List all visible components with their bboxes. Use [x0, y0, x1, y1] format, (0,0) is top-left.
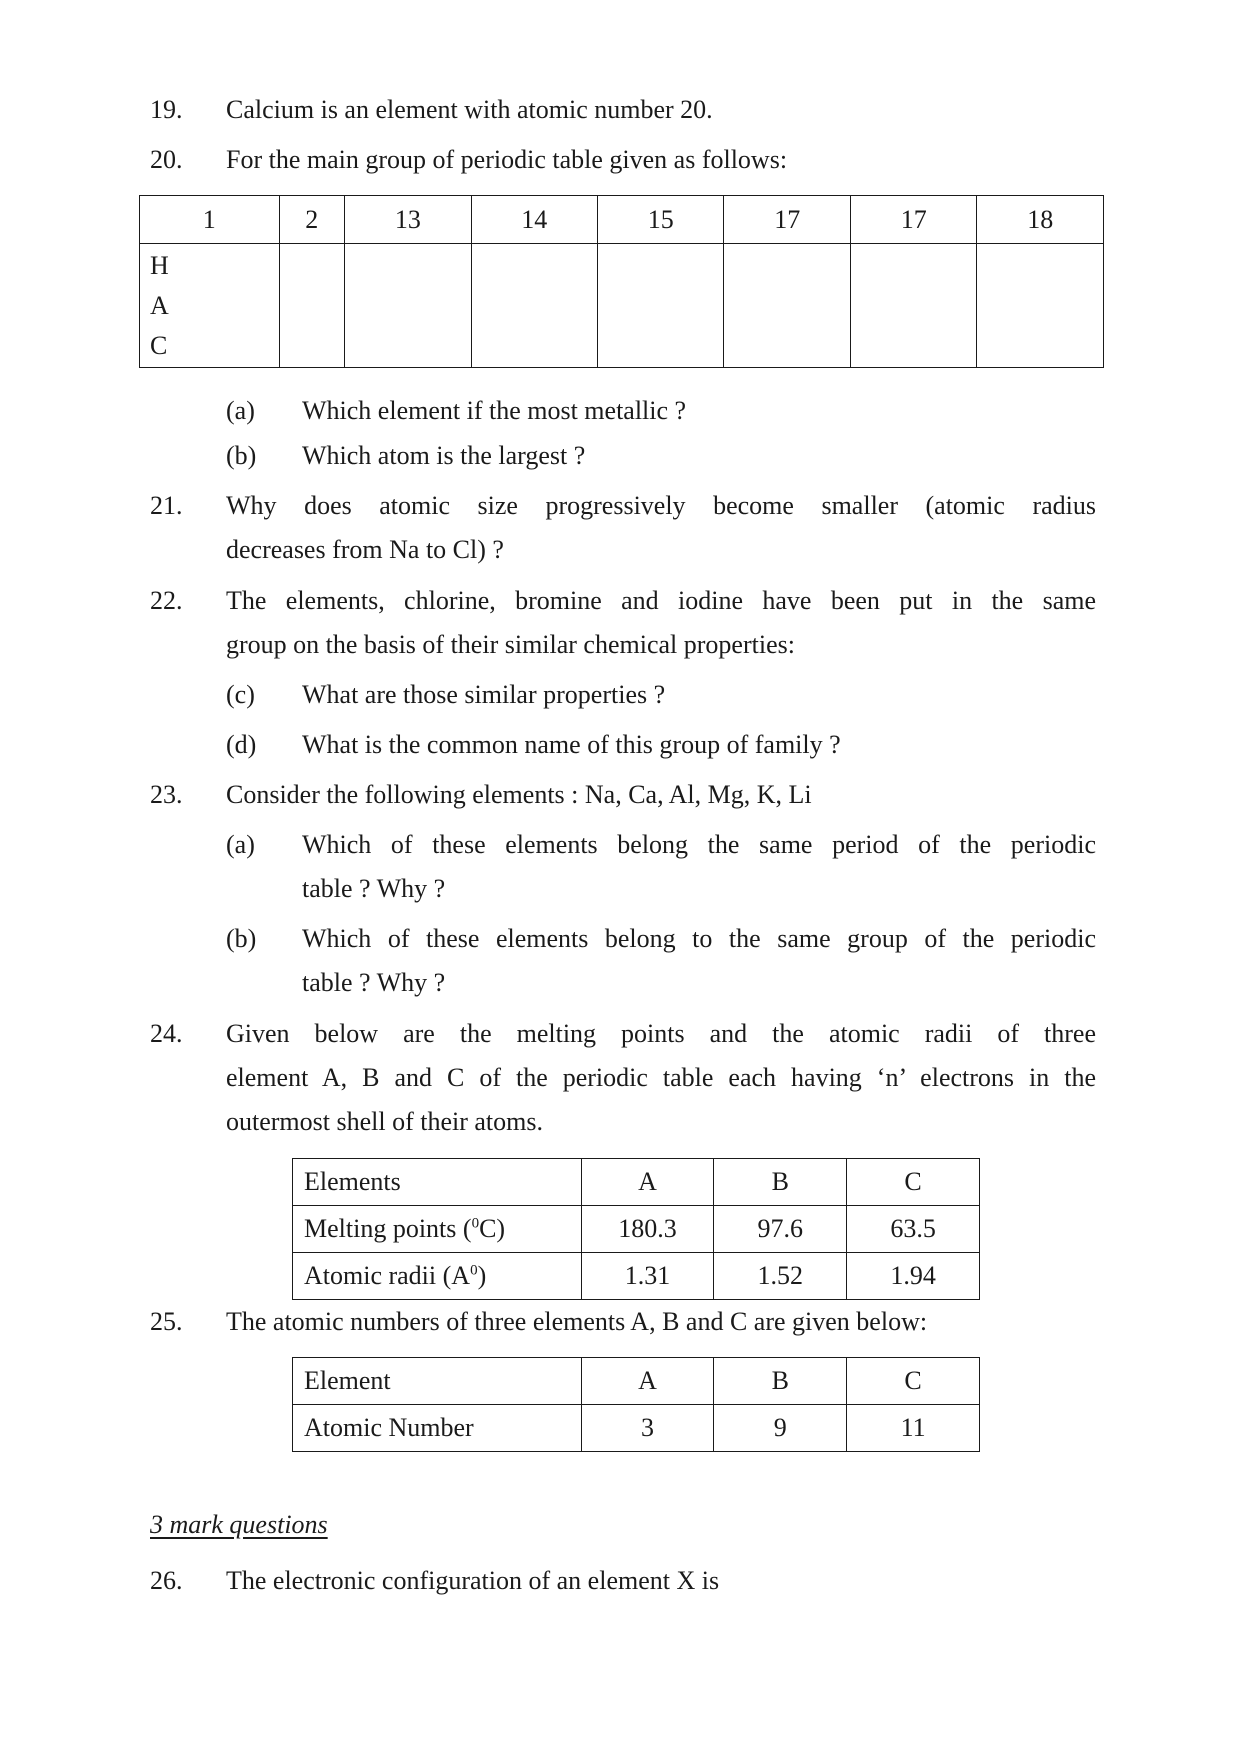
row-label: Melting points ($^0$C) [293, 1206, 582, 1253]
empty-cell [279, 244, 345, 368]
question-20b-text: Which atom is the largest ? [302, 441, 586, 470]
question-24-line-1: Given below are the melting points and the atomic radii of three [226, 1019, 1096, 1048]
table-cell: A [581, 1159, 714, 1206]
row-label: Elements [293, 1159, 582, 1206]
question-19-text: Calcium is an element with atomic number 20. [226, 95, 713, 124]
row-label: Atomic radii $(A^0)$ [293, 1253, 582, 1300]
table-cell: A [581, 1358, 714, 1405]
empty-cell [345, 244, 471, 368]
question-25-text: The atomic numbers of three elements A, B and C are given below: [226, 1307, 928, 1336]
table-cell: 11 [847, 1405, 980, 1452]
melting-points-table [292, 1158, 980, 1300]
question-21-line-1: Why does atomic size progressively become smaller (atomic radius [226, 491, 1096, 520]
table-cell: 1.52 [714, 1253, 847, 1300]
table-cell: B [714, 1159, 847, 1206]
question-23-number: 23. [150, 780, 183, 809]
question-23-text: Consider the following elements : Na, Ca, Al, Mg, K, Li [226, 780, 812, 809]
question-20a-text: Which element if the most metallic ? [302, 396, 687, 425]
question-23b-line-1: Which of these elements belong to the same group of the periodic [302, 924, 1096, 953]
element-symbol: A [150, 290, 169, 320]
question-22-line-1: The elements, chlorine, bromine and iodine have been put in the same [226, 586, 1096, 615]
question-20-text: For the main group of periodic table given as follows: [226, 145, 788, 174]
group-header: 17 [724, 196, 850, 244]
question-23b-line-2: table ? Why ? [302, 968, 446, 997]
question-20a-label: (a) [226, 396, 255, 425]
group-header: 2 [279, 196, 345, 244]
table-row [293, 1358, 980, 1405]
question-19-number: 19. [150, 95, 183, 124]
empty-cell [471, 244, 597, 368]
element-symbol: C [150, 330, 168, 360]
table-cell: 1.31 [581, 1253, 714, 1300]
row-label: Atomic Number [293, 1405, 582, 1452]
table-row [293, 1253, 980, 1300]
question-24-number: 24. [150, 1019, 183, 1048]
question-21-line-2: decreases from Na to Cl) ? [226, 535, 504, 564]
question-21-number: 21. [150, 491, 183, 520]
table-row [293, 1405, 980, 1452]
question-23a-label: (a) [226, 830, 255, 859]
table-cell: C [847, 1358, 980, 1405]
question-22d-label: (d) [226, 730, 257, 759]
group-header: 1 [140, 196, 280, 244]
table-cell: 97.6 [714, 1206, 847, 1253]
question-20b-label: (b) [226, 441, 257, 470]
question-22-number: 22. [150, 586, 183, 615]
question-23b-label: (b) [226, 924, 257, 953]
question-24-line-3: outermost shell of their atoms. [226, 1107, 544, 1136]
table-row [293, 1159, 980, 1206]
periodic-table-header-row [140, 196, 1104, 244]
periodic-table-body-row [140, 244, 1104, 368]
table-cell: 180.3 [581, 1206, 714, 1253]
periodic-group-table [139, 195, 1104, 368]
element-symbol: H [150, 250, 169, 280]
question-26-number: 26. [150, 1566, 183, 1595]
table-cell: 1.94 [847, 1253, 980, 1300]
section-heading: 3 mark questions [150, 1510, 328, 1539]
question-25-number: 25. [150, 1307, 183, 1336]
atomic-number-table [292, 1357, 980, 1452]
table-cell: 9 [714, 1405, 847, 1452]
table-cell: C [847, 1159, 980, 1206]
table-row [293, 1206, 980, 1253]
group-header: 15 [598, 196, 724, 244]
question-20-number: 20. [150, 145, 183, 174]
question-22d-text: What is the common name of this group of family ? [302, 730, 841, 759]
row-label: Element [293, 1358, 582, 1405]
table-cell: 3 [581, 1405, 714, 1452]
element-column [140, 244, 280, 368]
empty-cell [724, 244, 850, 368]
empty-cell [850, 244, 976, 368]
question-23a-line-2: table ? Why ? [302, 874, 446, 903]
empty-cell [598, 244, 724, 368]
question-22-line-2: group on the basis of their similar chemical properties: [226, 630, 795, 659]
group-header: 14 [471, 196, 597, 244]
group-header: 13 [345, 196, 471, 244]
table-cell: 63.5 [847, 1206, 980, 1253]
group-header: 18 [977, 196, 1104, 244]
question-23a-line-1: Which of these elements belong the same period of the periodic [302, 830, 1096, 859]
empty-cell [977, 244, 1104, 368]
question-24-line-2: element A, B and C of the periodic table each having ‘n’ electrons in the [226, 1063, 1096, 1092]
question-22c-text: What are those similar properties ? [302, 680, 666, 709]
question-22c-label: (c) [226, 680, 255, 709]
question-26-text: The electronic configuration of an element X is [226, 1566, 720, 1595]
table-cell: B [714, 1358, 847, 1405]
group-header: 17 [850, 196, 976, 244]
